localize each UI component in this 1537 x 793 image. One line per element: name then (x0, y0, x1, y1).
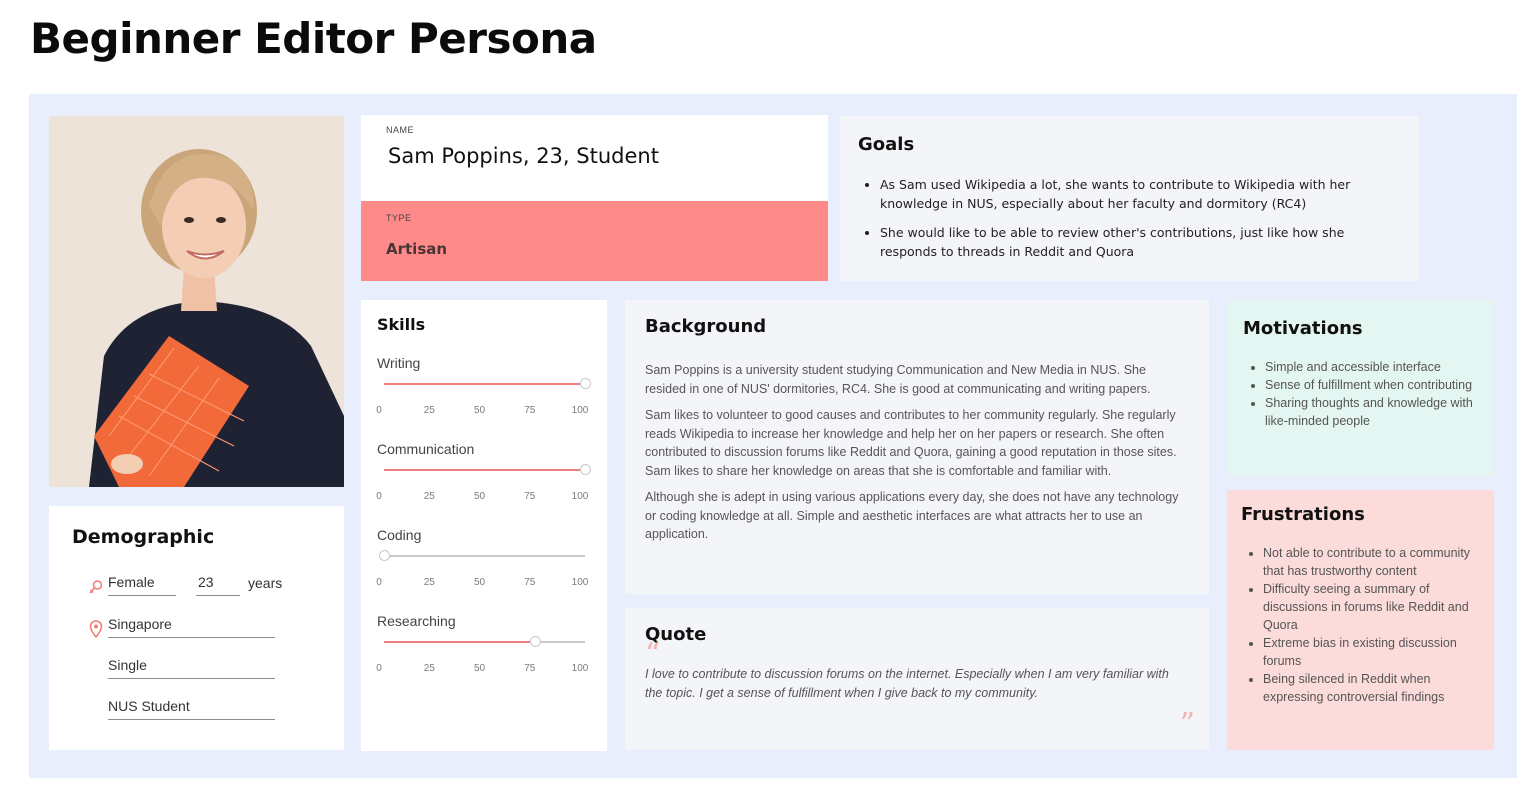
type-label: TYPE (386, 213, 412, 223)
skill-label: Coding (377, 527, 422, 543)
skill-slider-fill (384, 641, 535, 643)
skill-slider-handle[interactable] (580, 378, 591, 389)
motivations-card (1227, 300, 1494, 476)
goals-card (840, 116, 1419, 281)
scale-tick: 50 (473, 663, 486, 674)
skill-communication (376, 441, 591, 502)
name-label: NAME (386, 125, 415, 135)
persona-photo (49, 116, 344, 487)
skill-slider-handle[interactable] (379, 550, 390, 561)
scale-tick: 50 (473, 491, 486, 502)
scale-tick: 25 (423, 405, 435, 416)
skill-label: Communication (377, 441, 475, 457)
goals-list (858, 175, 1401, 261)
female-icon (87, 578, 105, 596)
open-quote-icon: “ (645, 637, 661, 672)
skill-coding (376, 527, 591, 588)
skill-slider-track (384, 383, 585, 385)
age-unit: years (248, 575, 283, 591)
occupation-row (108, 698, 275, 720)
status-row (108, 657, 275, 679)
background-title: Background (645, 316, 767, 337)
occupation-field[interactable]: NUS Student (108, 698, 275, 720)
quote-title: Quote (645, 624, 707, 645)
type-box (361, 201, 828, 281)
goals-title: Goals (858, 134, 915, 155)
skill-writing (376, 355, 591, 416)
scale-tick: 100 (571, 491, 589, 502)
skills-card (361, 300, 607, 751)
demographic-title: Demographic (72, 526, 215, 548)
skill-researching (376, 613, 591, 674)
gender-field[interactable]: Female (108, 574, 176, 596)
skill-scale (377, 577, 591, 591)
frustrations-card (1227, 490, 1494, 750)
quote-card (625, 608, 1209, 750)
list-item: • She would like to be able to review other's contributions, just like how she responds to threads in Reddit and Quora (880, 223, 1401, 261)
skill-slider-track (384, 469, 585, 471)
list-item: • Extreme bias in existing discussion forums (1263, 634, 1480, 670)
profile-card (361, 115, 828, 281)
list-item: • Sharing thoughts and knowledge with like-minded people (1265, 394, 1478, 430)
skill-label: Researching (377, 613, 456, 629)
page-title: Beginner Editor Persona (30, 14, 597, 63)
skill-slider-handle[interactable] (530, 636, 541, 647)
skill-scale (377, 491, 591, 505)
close-quote-icon: ” (1179, 707, 1195, 742)
scale-tick: 75 (524, 663, 536, 674)
list-item: • Difficulty seeing a summary of discussions in forums like Reddit and Quora (1263, 580, 1480, 634)
persona-board (29, 94, 1517, 778)
skill-slider-fill (384, 469, 585, 471)
scale-tick: 25 (423, 491, 435, 502)
scale-tick: 100 (571, 577, 589, 588)
age-field[interactable]: 23 (196, 574, 240, 596)
scale-tick: 50 (473, 405, 486, 416)
scale-tick: 75 (524, 405, 536, 416)
list-item: • Simple and accessible interface (1265, 358, 1478, 376)
skills-title: Skills (377, 315, 426, 334)
gender-age-row (87, 574, 282, 596)
scale-tick: 75 (524, 491, 536, 502)
quote-text: I love to contribute to discussion forums on the internet. Especially when I am very familiar with the topic. I get a sense of fulfillment when I give back to my community. (645, 667, 1169, 700)
skill-slider-fill (384, 383, 585, 385)
skill-label: Writing (377, 355, 421, 371)
list-item: • Being silenced in Reddit when expressing controversial findings (1263, 670, 1480, 706)
frustrations-list (1241, 544, 1480, 706)
background-paragraph: Sam likes to volunteer to good causes and contributes to her community regularly. She regularly reads Wikipedia to increase her knowledge and help her on her papers or research. She often contributed to discussion forums like Reddit and Quora, gaining a good reputation in those sites. Sam likes to share her knowledge on areas that she is comfortable and familiar with. (645, 408, 1177, 478)
scale-tick: 50 (473, 577, 486, 588)
location-pin-icon (87, 620, 105, 638)
skill-scale (377, 405, 591, 419)
scale-tick: 75 (524, 577, 536, 588)
persona-name[interactable]: Sam Poppins, 23, Student (388, 144, 659, 168)
background-paragraph: Sam Poppins is a university student studying Communication and New Media in NUS. She resided in one of NUS' dormitories, RC4. She is good at communicating and writing papers. (645, 363, 1151, 396)
skill-scale (377, 663, 591, 677)
frustrations-title: Frustrations (1241, 504, 1365, 525)
name-box (361, 115, 828, 201)
list-item: • As Sam used Wikipedia a lot, she wants to contribute to Wikipedia with her knowledge in NUS, especially about her faculty and dormitory (RC4) (880, 175, 1401, 213)
scale-tick: 100 (571, 405, 589, 416)
skill-slider-track (384, 641, 585, 643)
scale-tick: 0 (376, 577, 382, 588)
scale-tick: 0 (376, 663, 382, 674)
list-item: • Not able to contribute to a community that has trustworthy content (1263, 544, 1480, 580)
scale-tick: 25 (423, 663, 435, 674)
scale-tick: 100 (571, 663, 589, 674)
location-field[interactable]: Singapore (108, 616, 275, 638)
motivations-list (1243, 358, 1478, 430)
scale-tick: 0 (376, 491, 382, 502)
scale-tick: 0 (376, 405, 382, 416)
location-row (87, 616, 275, 638)
scale-tick: 25 (423, 577, 435, 588)
demographic-card (49, 506, 344, 750)
background-paragraph: Although she is adept in using various applications every day, she does not have any technology or coding knowledge at all. Simple and aesthetic interfaces are what attracts her to use an application. (645, 490, 1179, 541)
persona-type[interactable]: Artisan (386, 240, 448, 258)
status-field[interactable]: Single (108, 657, 275, 679)
skill-slider-track (384, 555, 585, 557)
background-card (625, 300, 1209, 594)
list-item: • Sense of fulfillment when contributing (1265, 376, 1478, 394)
motivations-title: Motivations (1243, 318, 1363, 339)
skill-slider-handle[interactable] (580, 464, 591, 475)
